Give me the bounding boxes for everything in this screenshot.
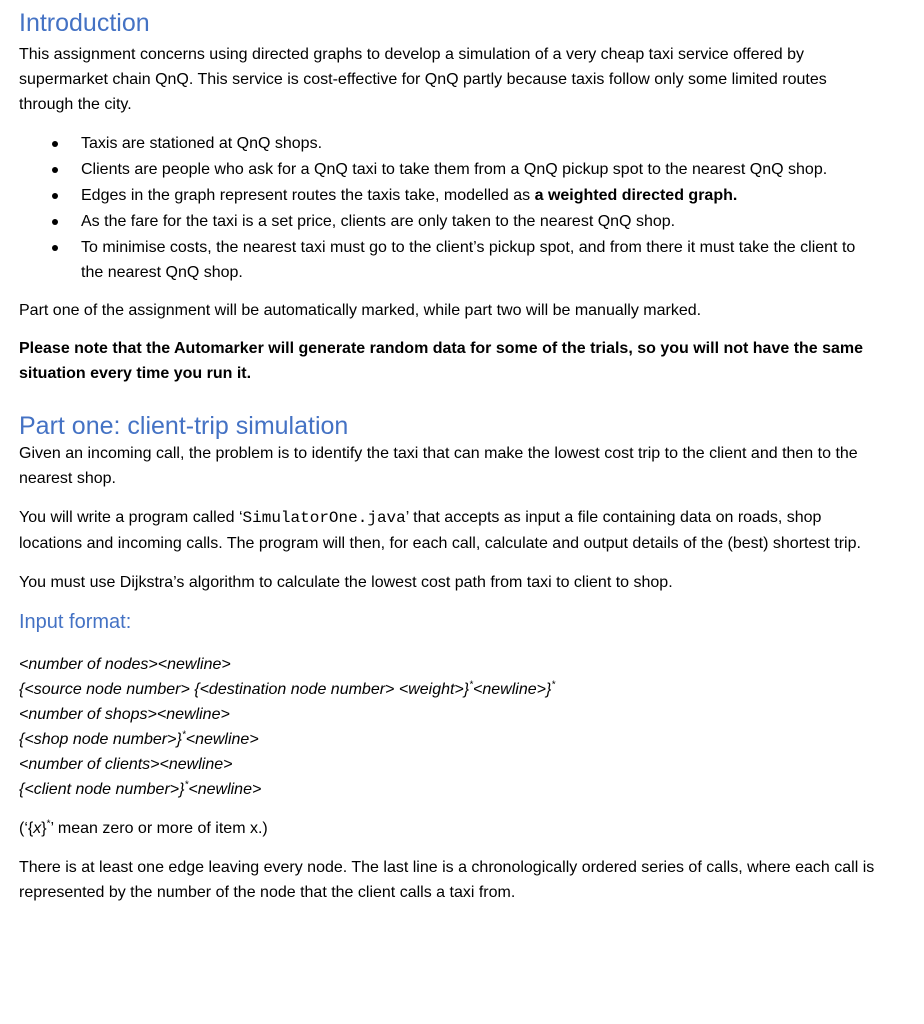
part-one-heading: Part one: client-trip simulation xyxy=(19,412,349,440)
automarker-note: Please note that the Automarker will generate random data for some of the trials, so you will not have the same situation every time you run it. xyxy=(19,340,864,382)
part-one-paragraph-2: You will write a program called ‘SimulatorOne.java’ that accepts as input a file containing data on roads, shop locations and incoming calls. The program will then, for each call, calculate and output details of the (best) shortest trip. xyxy=(19,509,861,552)
list-item: Taxis are stationed at QnQ shops. xyxy=(19,131,879,156)
bullet-icon xyxy=(52,167,58,173)
introduction-heading: Introduction xyxy=(19,9,150,37)
intro-bullet-list xyxy=(19,131,879,285)
intro-paragraph: This assignment concerns using directed graphs to develop a simulation of a very cheap taxi service offered by supermarket chain QnQ. This service is cost-effective for QnQ partly because taxis follow only some limited routes through the city. xyxy=(19,46,827,113)
notation-note: (‘{x}*’ mean zero or more of item x.) xyxy=(19,818,268,837)
program-filename: SimulatorOne.java xyxy=(242,509,406,527)
grammar-line: {<shop node number>}*<newline> xyxy=(19,729,259,748)
bullet-icon xyxy=(52,141,58,147)
grammar-line: {<client node number>}*<newline> xyxy=(19,779,262,798)
grammar-line: <number of shops><newline> xyxy=(19,706,230,723)
list-item: Clients are people who ask for a QnQ taxi to take them from a QnQ pickup spot to the nearest QnQ shop. xyxy=(19,157,879,182)
grammar-line: <number of clients><newline> xyxy=(19,756,233,773)
grammar-line: {<source node number> {<destination node number> <weight>}*<newline>}* xyxy=(19,679,556,698)
bold-phrase: a weighted directed graph. xyxy=(534,187,738,204)
marking-paragraph: Part one of the assignment will be automatically marked, while part two will be manually marked. xyxy=(19,302,702,319)
bullet-icon xyxy=(52,219,58,225)
bullet-icon xyxy=(52,245,58,251)
list-item: As the fare for the taxi is a set price, clients are only taken to the nearest QnQ shop. xyxy=(19,209,879,234)
document-page xyxy=(19,6,879,905)
input-format-heading: Input format: xyxy=(19,611,132,633)
part-one-paragraph-1: Given an incoming call, the problem is to identify the taxi that can make the lowest cost trip to the client and then to the nearest shop. xyxy=(19,445,858,487)
list-item: Edges in the graph represent routes the taxis take, modelled as a weighted directed graph. xyxy=(19,183,879,208)
input-grammar xyxy=(19,652,879,802)
bullet-icon xyxy=(52,193,58,199)
closing-paragraph: There is at least one edge leaving every node. The last line is a chronologically ordered series of calls, where each call is represented by the number of the node that the client calls a taxi from. xyxy=(19,859,875,901)
part-one-paragraph-3: You must use Dijkstra’s algorithm to calculate the lowest cost path from taxi to client to shop. xyxy=(19,574,673,591)
list-item: To minimise costs, the nearest taxi must go to the client’s pickup spot, and from there it must take the client to the nearest QnQ shop. xyxy=(19,235,879,285)
grammar-line: <number of nodes><newline> xyxy=(19,656,231,673)
